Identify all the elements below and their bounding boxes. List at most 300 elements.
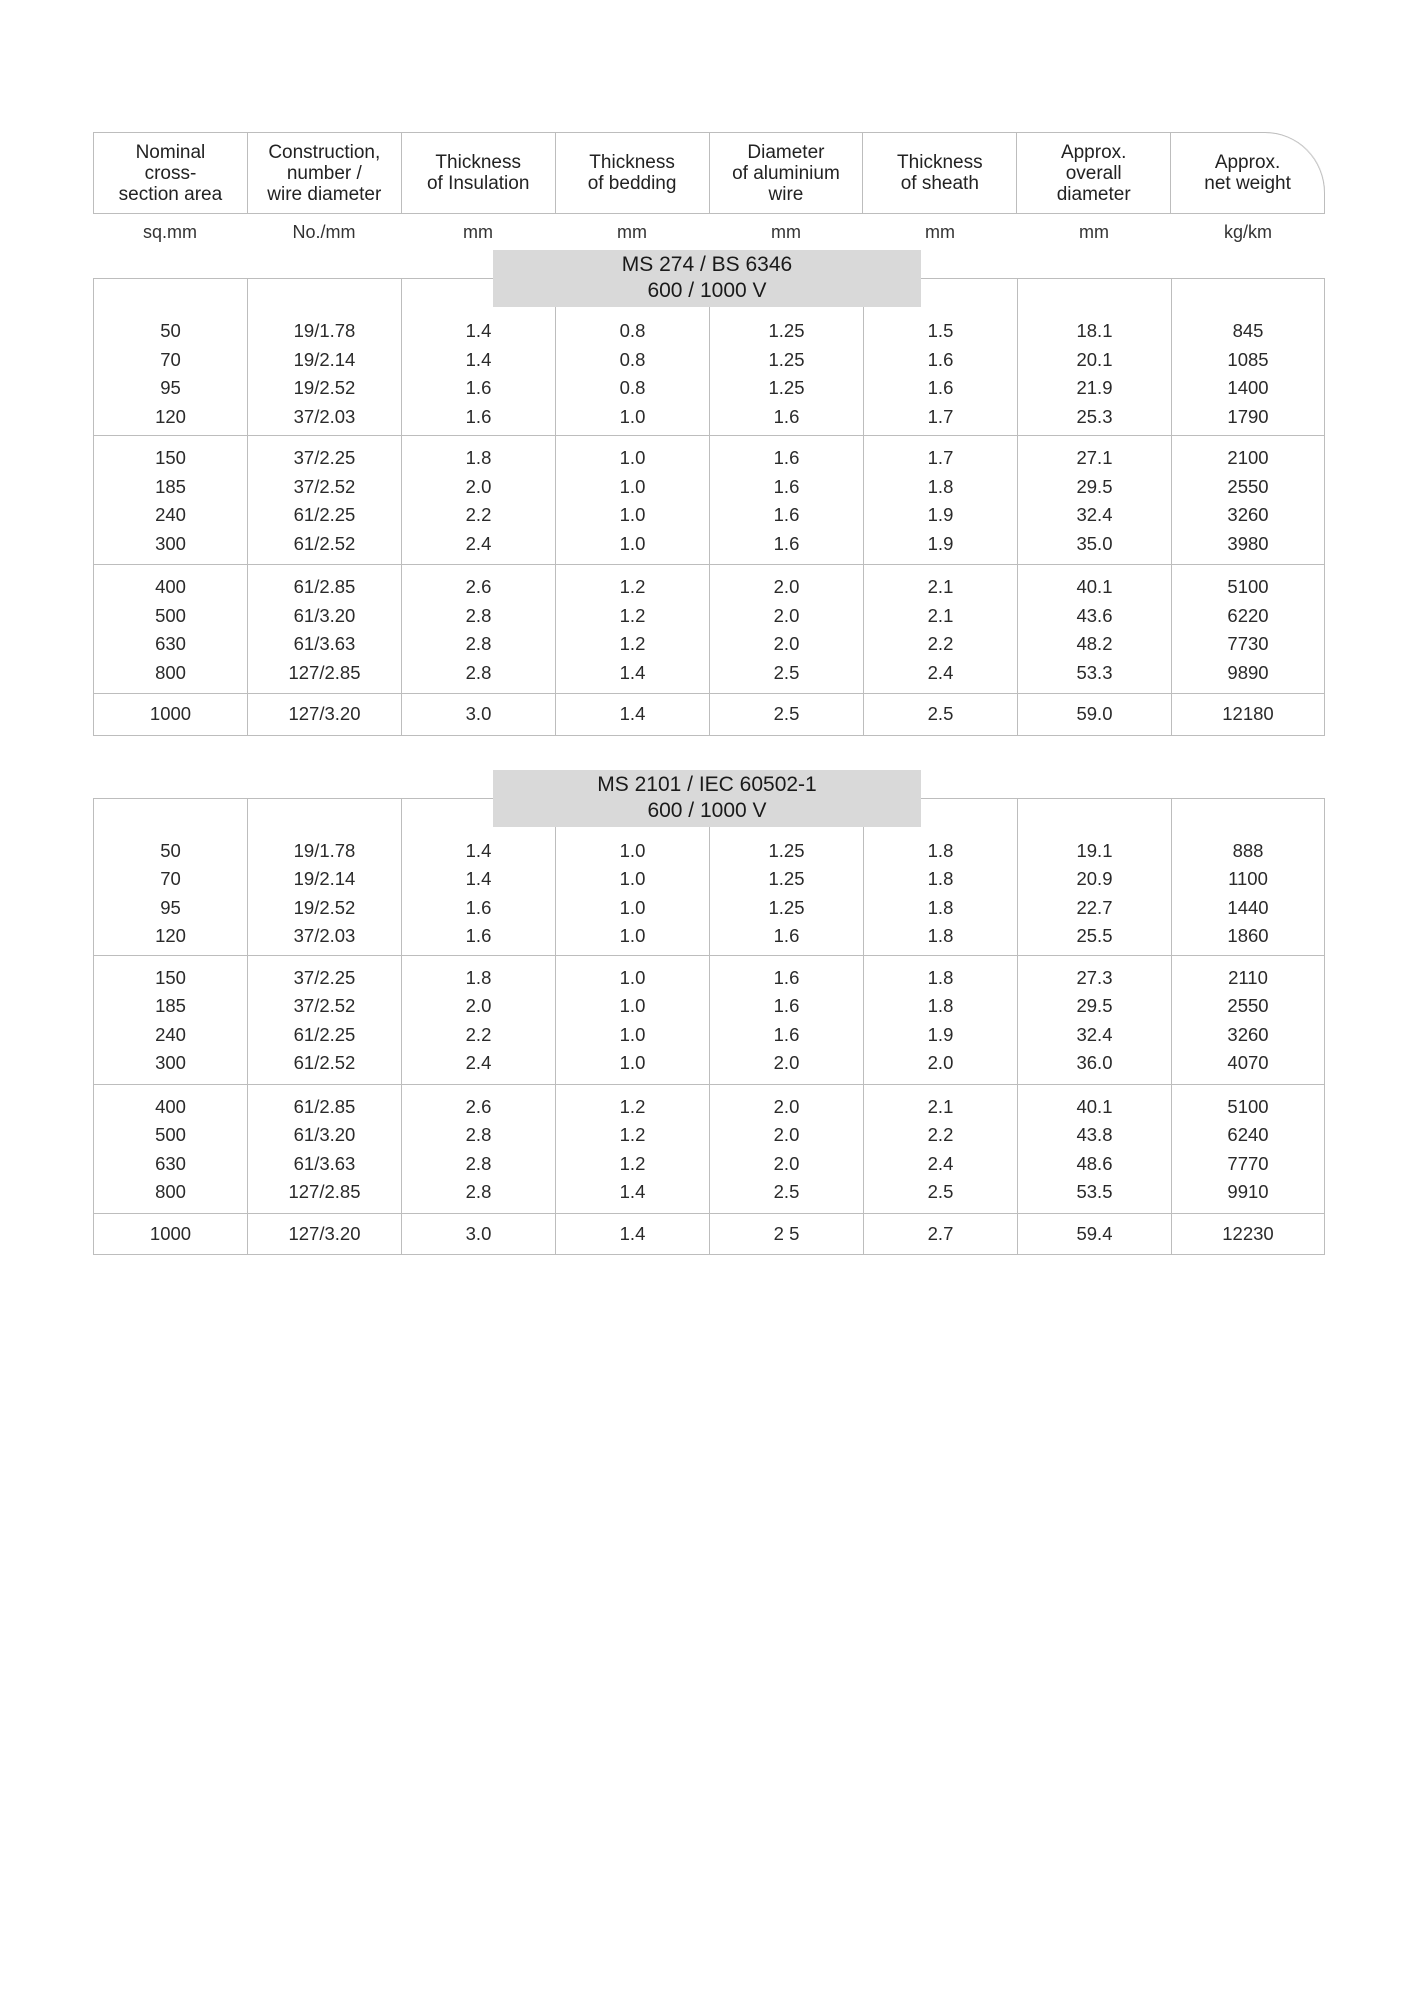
table-cell-value: 37/2.52: [293, 475, 356, 497]
header-construction: Construction, number / wire diameter: [248, 133, 402, 213]
table-cell-value: 2.6: [465, 1095, 492, 1117]
table-cell-value: 2.1: [927, 576, 954, 597]
table-cell-value: 59.0: [1076, 703, 1113, 724]
header-aluminium-wire: Diameter of aluminium wire: [710, 133, 864, 213]
units-row: [93, 214, 1325, 250]
table-cell-value: 2.2: [465, 504, 492, 525]
table-column-cell: [248, 694, 402, 735]
table-cell-value: 1.0: [619, 475, 646, 497]
table-cell-value: 2.2: [927, 1124, 954, 1145]
table-cell-value: 1.0: [619, 1052, 646, 1073]
table-cell-value: 800: [155, 1181, 186, 1202]
table-cell-value: 2550: [1227, 475, 1269, 497]
table-cell-value: 1.8: [927, 966, 954, 988]
table-cell-value: 2.4: [465, 1052, 492, 1073]
unit-label: mm: [1079, 221, 1109, 242]
table-cell-value: 888: [1232, 839, 1264, 861]
table-cell-value: 2.1: [927, 604, 954, 626]
table-column-cell: [1172, 799, 1324, 955]
table-cell-value: 1.6: [927, 348, 954, 370]
table-cell-value: 300: [155, 532, 186, 554]
table-cell-value: 1.0: [619, 995, 646, 1016]
table-cell-value: 1.0: [619, 896, 646, 918]
table-cell-value: 50: [160, 839, 181, 861]
table-cell-value: 500: [155, 604, 186, 626]
table-cell-value: 127/3.20: [288, 1222, 361, 1244]
table-cell-value: 29.5: [1076, 475, 1113, 497]
table-cell-value: 630: [155, 1152, 186, 1174]
column-header-row: [93, 132, 1325, 214]
section-banner-row: [93, 250, 1325, 302]
table-column-cell: [402, 565, 556, 693]
table-cell-value: 1.4: [619, 1222, 646, 1244]
table-cell-value: 2.0: [927, 1052, 954, 1073]
table-cell-value: 27.1: [1076, 447, 1113, 468]
table-cell-value: 1860: [1227, 925, 1269, 946]
table-cell-value: 95: [160, 896, 181, 918]
table-column-cell: [710, 956, 864, 1084]
table-cell-value: 19/1.78: [293, 320, 356, 341]
table-cell-value: 35.0: [1076, 532, 1113, 554]
table-column-cell: [94, 1214, 248, 1255]
section-banner-row: [93, 770, 1325, 822]
table-cell-value: 127/3.20: [288, 703, 361, 724]
table-cell-value: 2.0: [465, 475, 492, 497]
table-cell-value: 2.4: [927, 1152, 954, 1174]
table-column-cell: [1172, 436, 1324, 564]
voltage-rating: 600 / 1000 V: [647, 798, 767, 822]
table-cell-value: 7730: [1227, 633, 1269, 654]
table-cell-value: 37/2.25: [293, 447, 356, 468]
table-cell-value: 61/2.85: [293, 576, 356, 597]
table-cell-value: 1.8: [927, 475, 954, 497]
table-cell-value: 1.8: [465, 447, 492, 468]
table-cell-value: 53.3: [1076, 661, 1113, 683]
table-cell-value: 2.4: [465, 532, 492, 554]
table-cell-value: 1.8: [927, 925, 954, 946]
table-cell-value: 12230: [1222, 1222, 1274, 1244]
voltage-rating: 600 / 1000 V: [647, 279, 767, 302]
table-cell-value: 61/2.25: [293, 504, 356, 525]
table-cell-value: 1.2: [619, 1152, 646, 1174]
table-cell-value: 53.5: [1076, 1181, 1113, 1202]
table-column-cell: [864, 565, 1018, 693]
table-column-cell: [710, 1214, 864, 1255]
table-cell-value: 48.6: [1076, 1152, 1113, 1174]
table-cell-value: 1.0: [619, 447, 646, 468]
table-cell-value: 19/2.14: [293, 348, 356, 370]
table-cell-value: 1.25: [768, 868, 805, 889]
table-cell-value: 1.5: [927, 320, 954, 341]
table-cell-value: 1.8: [927, 995, 954, 1016]
standard-name: MS 274 / BS 6346: [621, 253, 793, 276]
table-cell-value: 61/3.20: [293, 1124, 356, 1145]
table-column-cell: [1018, 1085, 1172, 1213]
table-cell-value: 5100: [1227, 1095, 1269, 1117]
table-cell-value: 40.1: [1076, 576, 1113, 597]
table-column-cell: [94, 1085, 248, 1213]
table-column-cell: [94, 436, 248, 564]
standard-title-banner: [493, 770, 921, 827]
table-cell-value: 20.9: [1076, 868, 1113, 889]
table-cell-value: 61/2.52: [293, 532, 356, 554]
table-cell-value: 185: [155, 995, 186, 1016]
table-column-cell: [1172, 279, 1324, 435]
table-cell-value: 1.0: [619, 925, 646, 946]
table-cell-value: 48.2: [1076, 633, 1113, 654]
table-cell-value: 1.0: [619, 1023, 646, 1045]
table-column-cell: [1172, 1214, 1324, 1255]
table-cell-value: 50: [160, 320, 181, 341]
table-column-cell: [864, 436, 1018, 564]
table-cell-value: 1.2: [619, 604, 646, 626]
table-column-cell: [94, 799, 248, 955]
table-column-cell: [864, 1214, 1018, 1255]
table-cell-value: 1.6: [465, 896, 492, 918]
table-cell-value: 1.0: [619, 532, 646, 554]
table-cell-value: 2.8: [465, 633, 492, 654]
table-cell-value: 5100: [1227, 576, 1269, 597]
table-cell-value: 40.1: [1076, 1095, 1113, 1117]
table-cell-value: 2.0: [773, 633, 800, 654]
table-cell-value: 19/1.78: [293, 839, 356, 861]
table-column-cell: [864, 694, 1018, 735]
table-cell-value: 2.0: [773, 1095, 800, 1117]
table-cell-value: 19/2.52: [293, 377, 356, 398]
table-cell-value: 2.8: [465, 661, 492, 683]
table-cell-value: 1.6: [773, 1023, 800, 1045]
table-cell-value: 25.5: [1076, 925, 1113, 946]
table-cell-value: 61/3.63: [293, 633, 356, 654]
table-column-cell: [556, 694, 710, 735]
table-cell-value: 2.0: [773, 1152, 800, 1174]
table-column-cell: [248, 1085, 402, 1213]
table-cell-value: 3.0: [465, 703, 492, 724]
table-column-cell: [94, 956, 248, 1084]
table-cell-value: 70: [160, 348, 181, 370]
table-cell-value: 70: [160, 868, 181, 889]
table-cell-value: 1.8: [927, 839, 954, 861]
table-cell-value: 2110: [1228, 966, 1268, 988]
table-column-cell: [1172, 956, 1324, 1084]
row-group: [94, 1214, 1324, 1255]
table-column-cell: [402, 436, 556, 564]
spec-tables: [93, 250, 1325, 1255]
table-cell-value: 2.5: [773, 661, 800, 683]
table-cell-value: 240: [155, 504, 186, 525]
table-cell-value: 37/2.03: [293, 405, 356, 427]
table-cell-value: 2.8: [465, 1181, 492, 1202]
unit-label: mm: [771, 221, 801, 242]
unit-label: kg/km: [1223, 221, 1272, 242]
table-cell-value: 37/2.25: [293, 966, 356, 988]
table-cell-value: 1.6: [927, 377, 954, 398]
table-cell-value: 3260: [1227, 1023, 1269, 1045]
table-cell-value: 3.0: [465, 1222, 492, 1244]
table-column-cell: [94, 279, 248, 435]
table-column-cell: [402, 956, 556, 1084]
table-cell-value: 150: [155, 447, 186, 468]
table-cell-value: 1400: [1227, 377, 1269, 398]
table-column-cell: [248, 436, 402, 564]
table-cell-value: 1.25: [768, 377, 805, 398]
header-cross-section: Nominal cross- section area: [94, 133, 248, 213]
row-group: [94, 1085, 1324, 1214]
table-cell-value: 2.8: [465, 1124, 492, 1145]
table-cell-value: 59.4: [1076, 1222, 1113, 1244]
table-cell-value: 630: [155, 633, 186, 654]
row-group: [94, 694, 1324, 735]
header-sheath: Thickness of sheath: [863, 133, 1017, 213]
table-cell-value: 1000: [149, 1222, 192, 1244]
table-cell-value: 1085: [1227, 348, 1269, 370]
table-cell-value: 2 5: [773, 1222, 800, 1244]
table-cell-value: 127/2.85: [288, 661, 361, 683]
table-cell-value: 9910: [1227, 1181, 1269, 1202]
spec-table-section: [93, 770, 1325, 1256]
table-cell-value: 1.7: [927, 405, 954, 427]
table-cell-value: 400: [155, 1095, 186, 1117]
table-cell-value: 43.6: [1076, 604, 1113, 626]
table-cell-value: 2550: [1227, 995, 1269, 1016]
standard-title-banner: [493, 250, 921, 307]
table-cell-value: 2.5: [927, 703, 954, 724]
table-column-cell: [1018, 1214, 1172, 1255]
table-cell-value: 1.25: [768, 896, 805, 918]
table-cell-value: 25.3: [1076, 405, 1113, 427]
table-cell-value: 43.8: [1076, 1124, 1113, 1145]
table-cell-value: 1.6: [773, 405, 800, 427]
table-cell-value: 2.0: [773, 1052, 800, 1073]
table-cell-value: 2.1: [927, 1095, 954, 1117]
table-column-cell: [402, 1214, 556, 1255]
unit-label: mm: [617, 221, 647, 242]
table-column-cell: [710, 694, 864, 735]
table-cell-value: 1790: [1227, 405, 1269, 427]
table-cell-value: 19/2.52: [293, 896, 356, 918]
table-cell-value: 2.5: [773, 703, 800, 724]
table-cell-value: 1.6: [773, 995, 800, 1016]
table-column-cell: [556, 1214, 710, 1255]
table-cell-value: 2.4: [927, 661, 954, 683]
table-column-cell: [556, 565, 710, 693]
table-column-cell: [248, 799, 402, 955]
table-cell-value: 1.6: [773, 925, 800, 946]
table-cell-value: 1.2: [619, 1124, 646, 1145]
table-cell-value: 2100: [1227, 447, 1269, 468]
table-cell-value: 1.4: [619, 1181, 646, 1202]
table-cell-value: 2.6: [465, 576, 492, 597]
table-cell-value: 1.6: [773, 475, 800, 497]
table-column-cell: [710, 436, 864, 564]
table-cell-value: 1100: [1228, 868, 1268, 889]
table-cell-value: 2.5: [773, 1181, 800, 1202]
table-column-cell: [402, 694, 556, 735]
table-cell-value: 1.8: [927, 896, 954, 918]
table-cell-value: 1.0: [619, 868, 646, 889]
row-group: [94, 956, 1324, 1085]
table-cell-value: 61/3.63: [293, 1152, 356, 1174]
table-column-cell: [1172, 694, 1324, 735]
spec-table: [93, 278, 1325, 736]
table-cell-value: 1.25: [768, 839, 805, 861]
table-column-cell: [864, 1085, 1018, 1213]
table-cell-value: 1.6: [773, 532, 800, 554]
table-cell-value: 1000: [149, 703, 192, 724]
table-cell-value: 6240: [1227, 1124, 1269, 1145]
table-cell-value: 12180: [1222, 703, 1274, 724]
table-cell-value: 1.2: [619, 576, 646, 597]
table-cell-value: 37/2.52: [293, 995, 356, 1016]
table-column-cell: [248, 565, 402, 693]
table-cell-value: 9890: [1227, 661, 1269, 683]
table-cell-value: 1.8: [927, 868, 954, 889]
table-cell-value: 1.4: [465, 839, 492, 861]
row-group: [94, 565, 1324, 694]
table-cell-value: 1.4: [465, 868, 492, 889]
table-cell-value: 1.0: [619, 504, 646, 525]
table-cell-value: 61/2.25: [293, 1023, 356, 1045]
table-cell-value: 2.8: [465, 604, 492, 626]
table-cell-value: 0.8: [619, 320, 646, 341]
table-cell-value: 2.8: [465, 1152, 492, 1174]
table-cell-value: 19.1: [1076, 839, 1113, 861]
table-cell-value: 120: [155, 405, 186, 427]
table-cell-value: 61/2.52: [293, 1052, 356, 1073]
table-cell-value: 95: [160, 377, 181, 398]
header-overall-diameter: Approx. overall diameter: [1017, 133, 1171, 213]
table-cell-value: 21.9: [1076, 377, 1113, 398]
table-column-cell: [1172, 565, 1324, 693]
table-cell-value: 2.7: [927, 1222, 954, 1244]
table-column-cell: [1018, 799, 1172, 955]
table-cell-value: 3980: [1227, 532, 1269, 554]
table-column-cell: [94, 565, 248, 693]
table-cell-value: 1.25: [768, 348, 805, 370]
unit-label: mm: [925, 221, 955, 242]
table-cell-value: 1.2: [619, 633, 646, 654]
header-net-weight: Approx. net weight: [1171, 133, 1325, 213]
table-cell-value: 1.0: [619, 839, 646, 861]
table-cell-value: 29.5: [1076, 995, 1113, 1016]
table-cell-value: 400: [155, 576, 186, 597]
table-cell-value: 2.2: [927, 633, 954, 654]
table-cell-value: 1.6: [773, 504, 800, 525]
table-cell-value: 150: [155, 966, 186, 988]
table-cell-value: 1.4: [465, 320, 492, 341]
table-cell-value: 1.6: [465, 405, 492, 427]
table-cell-value: 1.2: [619, 1095, 646, 1117]
table-cell-value: 185: [155, 475, 186, 497]
table-cell-value: 845: [1232, 320, 1264, 341]
table-cell-value: 7770: [1227, 1152, 1269, 1174]
table-cell-value: 1440: [1227, 896, 1269, 918]
table-cell-value: 19/2.14: [293, 868, 356, 889]
table-cell-value: 1.4: [619, 661, 646, 683]
table-cell-value: 2.2: [465, 1023, 492, 1045]
table-cell-value: 2.5: [927, 1181, 954, 1202]
table-cell-value: 1.0: [619, 966, 646, 988]
table-column-cell: [248, 279, 402, 435]
table-column-cell: [1018, 436, 1172, 564]
table-cell-value: 61/2.85: [293, 1095, 356, 1117]
standard-name: MS 2101 / IEC 60502-1: [597, 772, 817, 796]
table-cell-value: 1.6: [465, 925, 492, 946]
table-cell-value: 1.0: [619, 405, 646, 427]
table-cell-value: 4070: [1227, 1052, 1269, 1073]
table-cell-value: 32.4: [1076, 504, 1113, 525]
table-cell-value: 1.9: [927, 504, 954, 525]
header-bedding: Thickness of bedding: [556, 133, 710, 213]
table-column-cell: [1018, 956, 1172, 1084]
spec-table-section: [93, 250, 1325, 736]
table-cell-value: 1.9: [927, 532, 954, 554]
table-cell-value: 0.8: [619, 348, 646, 370]
row-group: [94, 436, 1324, 565]
unit-label: mm: [463, 221, 493, 242]
table-column-cell: [1018, 694, 1172, 735]
table-cell-value: 36.0: [1076, 1052, 1113, 1073]
table-cell-value: 1.7: [927, 447, 954, 468]
table-column-cell: [556, 956, 710, 1084]
table-cell-value: 1.4: [619, 703, 646, 724]
table-column-cell: [710, 565, 864, 693]
table-cell-value: 500: [155, 1124, 186, 1145]
table-cell-value: 6220: [1227, 604, 1269, 626]
table-cell-value: 127/2.85: [288, 1181, 361, 1202]
table-column-cell: [402, 1085, 556, 1213]
table-cell-value: 61/3.20: [293, 604, 356, 626]
table-cell-value: 22.7: [1076, 896, 1113, 918]
table-cell-value: 1.8: [465, 966, 492, 988]
table-cell-value: 20.1: [1076, 348, 1113, 370]
table-column-cell: [1018, 565, 1172, 693]
table-cell-value: 32.4: [1076, 1023, 1113, 1045]
table-column-cell: [710, 1085, 864, 1213]
table-column-cell: [1172, 1085, 1324, 1213]
header-insulation: Thickness of Insulation: [402, 133, 556, 213]
table-cell-value: 1.6: [773, 966, 800, 988]
table-cell-value: 2.0: [773, 604, 800, 626]
table-cell-value: 3260: [1227, 504, 1269, 525]
table-cell-value: 2.0: [773, 1124, 800, 1145]
table-cell-value: 1.4: [465, 348, 492, 370]
table-column-cell: [1018, 279, 1172, 435]
table-cell-value: 0.8: [619, 377, 646, 398]
table-cell-value: 1.25: [768, 320, 805, 341]
cable-spec-sheet: [93, 132, 1325, 1255]
table-cell-value: 120: [155, 925, 186, 946]
table-column-cell: [248, 956, 402, 1084]
table-cell-value: 2.0: [465, 995, 492, 1016]
table-column-cell: [248, 1214, 402, 1255]
table-cell-value: 27.3: [1076, 966, 1113, 988]
table-column-cell: [864, 956, 1018, 1084]
table-cell-value: 1.6: [773, 447, 800, 468]
table-cell-value: 1.6: [465, 377, 492, 398]
unit-label: No./mm: [292, 221, 356, 242]
table-cell-value: 37/2.03: [293, 925, 356, 946]
table-cell-value: 2.0: [773, 576, 800, 597]
table-column-cell: [556, 436, 710, 564]
table-cell-value: 300: [155, 1052, 186, 1073]
table-cell-value: 800: [155, 661, 186, 683]
table-cell-value: 1.9: [927, 1023, 954, 1045]
spec-table: [93, 798, 1325, 1256]
table-cell-value: 240: [155, 1023, 186, 1045]
table-column-cell: [556, 1085, 710, 1213]
unit-label: sq.mm: [143, 221, 197, 242]
